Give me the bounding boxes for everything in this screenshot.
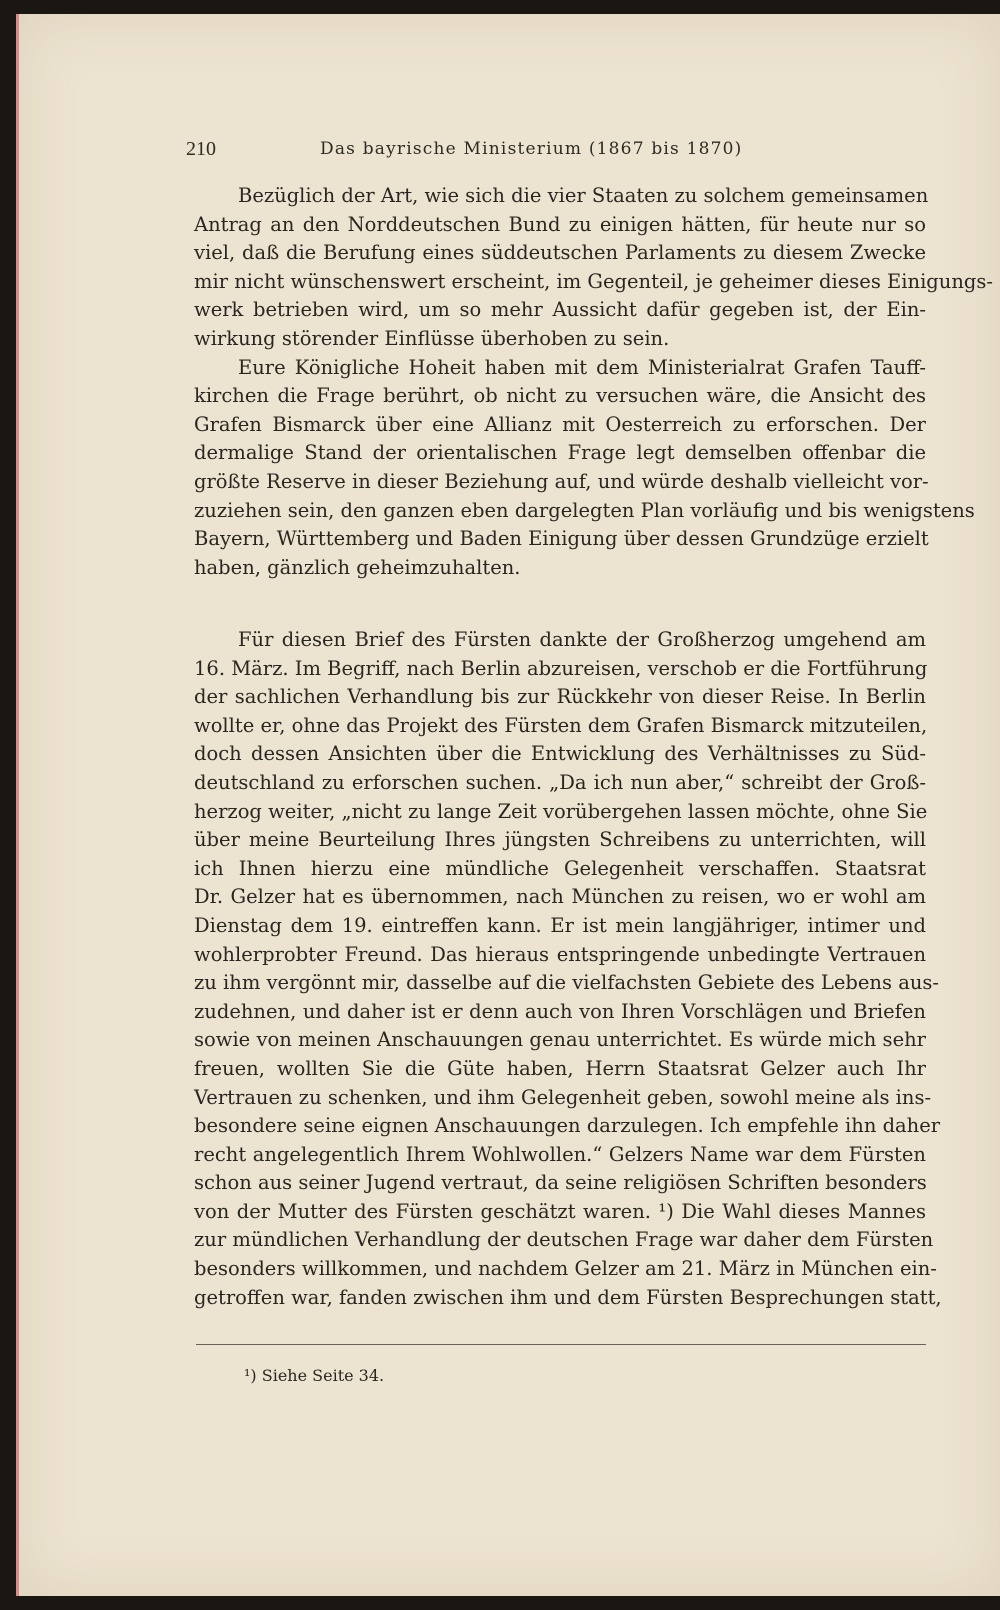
text-line: wirkung störender Einflüsse überhoben zu sein. <box>194 326 670 350</box>
text-line: der sachlichen Verhandlung bis zur Rückkehr von dieser Reise. In Berlin <box>194 685 926 709</box>
text-line: sowie von meinen Anschauungen genau unterrichtet. Es würde mich sehr <box>194 1028 926 1052</box>
text-line: herzog weiter, „nicht zu lange Zeit vorübergehen lassen möchte, ohne Sie <box>194 799 928 823</box>
text-line: mir nicht wünschenswert erscheint, im Gegenteil, je geheimer dieses Einigungs- <box>194 269 993 293</box>
text-line: von der Mutter des Fürsten geschätzt waren. ¹) Die Wahl dieses Mannes <box>194 1199 926 1223</box>
paragraph <box>194 182 993 354</box>
text-line: Dr. Gelzer hat es übernommen, nach München zu reisen, wo er wohl am <box>194 885 926 909</box>
text-line: kirchen die Frage berührt, ob nicht zu versuchen wäre, die Ansicht des <box>194 384 926 408</box>
text-line: zuziehen sein, den ganzen eben dargelegten Plan vorläufig und bis wenigstens <box>194 498 975 522</box>
text-line: zudehnen, und daher ist er denn auch von Ihren Vorschlägen und Briefen <box>194 999 926 1023</box>
body-text-bottom <box>194 626 942 1312</box>
text-line: Dienstag dem 19. eintreffen kann. Er ist mein langjähriger, intimer und <box>194 913 926 937</box>
text-line: Bayern, Württemberg und Baden Einigung über dessen Grundzüge erzielt <box>194 527 929 551</box>
text-line: freuen, wollten Sie die Güte haben, Herrn Staatsrat Gelzer auch Ihr <box>194 1056 926 1080</box>
text-line: über meine Beurteilung Ihres jüngsten Schreibens zu unterrichten, will <box>194 828 926 852</box>
text-line: zu ihm vergönnt mir, dasselbe auf die vielfachsten Gebiete des Lebens aus- <box>194 971 939 995</box>
footnote: ¹) Siehe Seite 34. <box>244 1366 385 1385</box>
paragraph <box>194 626 942 1312</box>
text-line: 16. März. Im Begriff, nach Berlin abzureisen, verschob er die Fortführung <box>194 656 928 680</box>
text-line: zur mündlichen Verhandlung der deutschen Frage war daher dem Fürsten <box>194 1228 934 1252</box>
text-line: schon aus seiner Jugend vertraut, da seine religiösen Schriften besonders <box>194 1171 927 1195</box>
text-line: Antrag an den Norddeutschen Bund zu einigen hätten, für heute nur so <box>194 212 926 236</box>
text-line: wohlerprobter Freund. Das hieraus entspringende unbedingte Vertrauen <box>194 942 926 966</box>
page-number: 210 <box>186 138 216 160</box>
body-text-top <box>194 182 993 582</box>
paragraph <box>194 354 975 583</box>
text-line: Bezüglich der Art, wie sich die vier Staaten zu solchem gemeinsamen <box>238 184 929 207</box>
text-line: größte Reserve in dieser Beziehung auf, und würde deshalb vielleicht vor- <box>194 469 929 493</box>
text-line: haben, gänzlich geheimzuhalten. <box>194 555 521 579</box>
running-head: Das bayrische Ministerium (1867 bis 1870) <box>320 139 743 159</box>
text-line: besondere seine eignen Anschauungen darzulegen. Ich empfehle ihn daher <box>194 1114 941 1138</box>
text-line: doch dessen Ansichten über die Entwicklung des Verhältnisses zu Süd- <box>194 742 926 766</box>
text-line: getroffen war, fanden zwischen ihm und dem Fürsten Besprechungen statt, <box>194 1285 942 1309</box>
text-line: dermalige Stand der orientalischen Frage legt demselben offenbar die <box>194 441 926 465</box>
text-line: Für diesen Brief des Fürsten dankte der Großherzog umgehend am <box>238 628 926 651</box>
text-line: Grafen Bismarck über eine Allianz mit Oesterreich zu erforschen. Der <box>194 412 926 436</box>
text-line: Vertrauen zu schenken, und ihm Gelegenheit geben, sowohl meine als ins- <box>194 1085 932 1109</box>
text-line: ich Ihnen hierzu eine mündliche Gelegenheit verschaffen. Staatsrat <box>194 856 926 880</box>
page-header <box>186 138 926 164</box>
footnote-divider <box>196 1344 926 1345</box>
text-line: deutschland zu erforschen suchen. „Da ich nun aber,“ schreibt der Groß- <box>194 770 926 794</box>
text-line: viel, daß die Berufung eines süddeutschen Parlaments zu diesem Zwecke <box>194 241 926 265</box>
text-line: wollte er, ohne das Projekt des Fürsten dem Grafen Bismarck mitzuteilen, <box>194 713 928 737</box>
text-line: werk betrieben wird, um so mehr Aussicht dafür gegeben ist, der Ein- <box>194 298 926 322</box>
text-line: recht angelegentlich Ihrem Wohlwollen.“ Gelzers Name war dem Fürsten <box>194 1142 926 1166</box>
text-line: besonders willkommen, und nachdem Gelzer am 21. März in München ein- <box>194 1257 937 1281</box>
text-line: Eure Königliche Hoheit haben mit dem Ministerialrat Grafen Tauff- <box>238 355 926 379</box>
